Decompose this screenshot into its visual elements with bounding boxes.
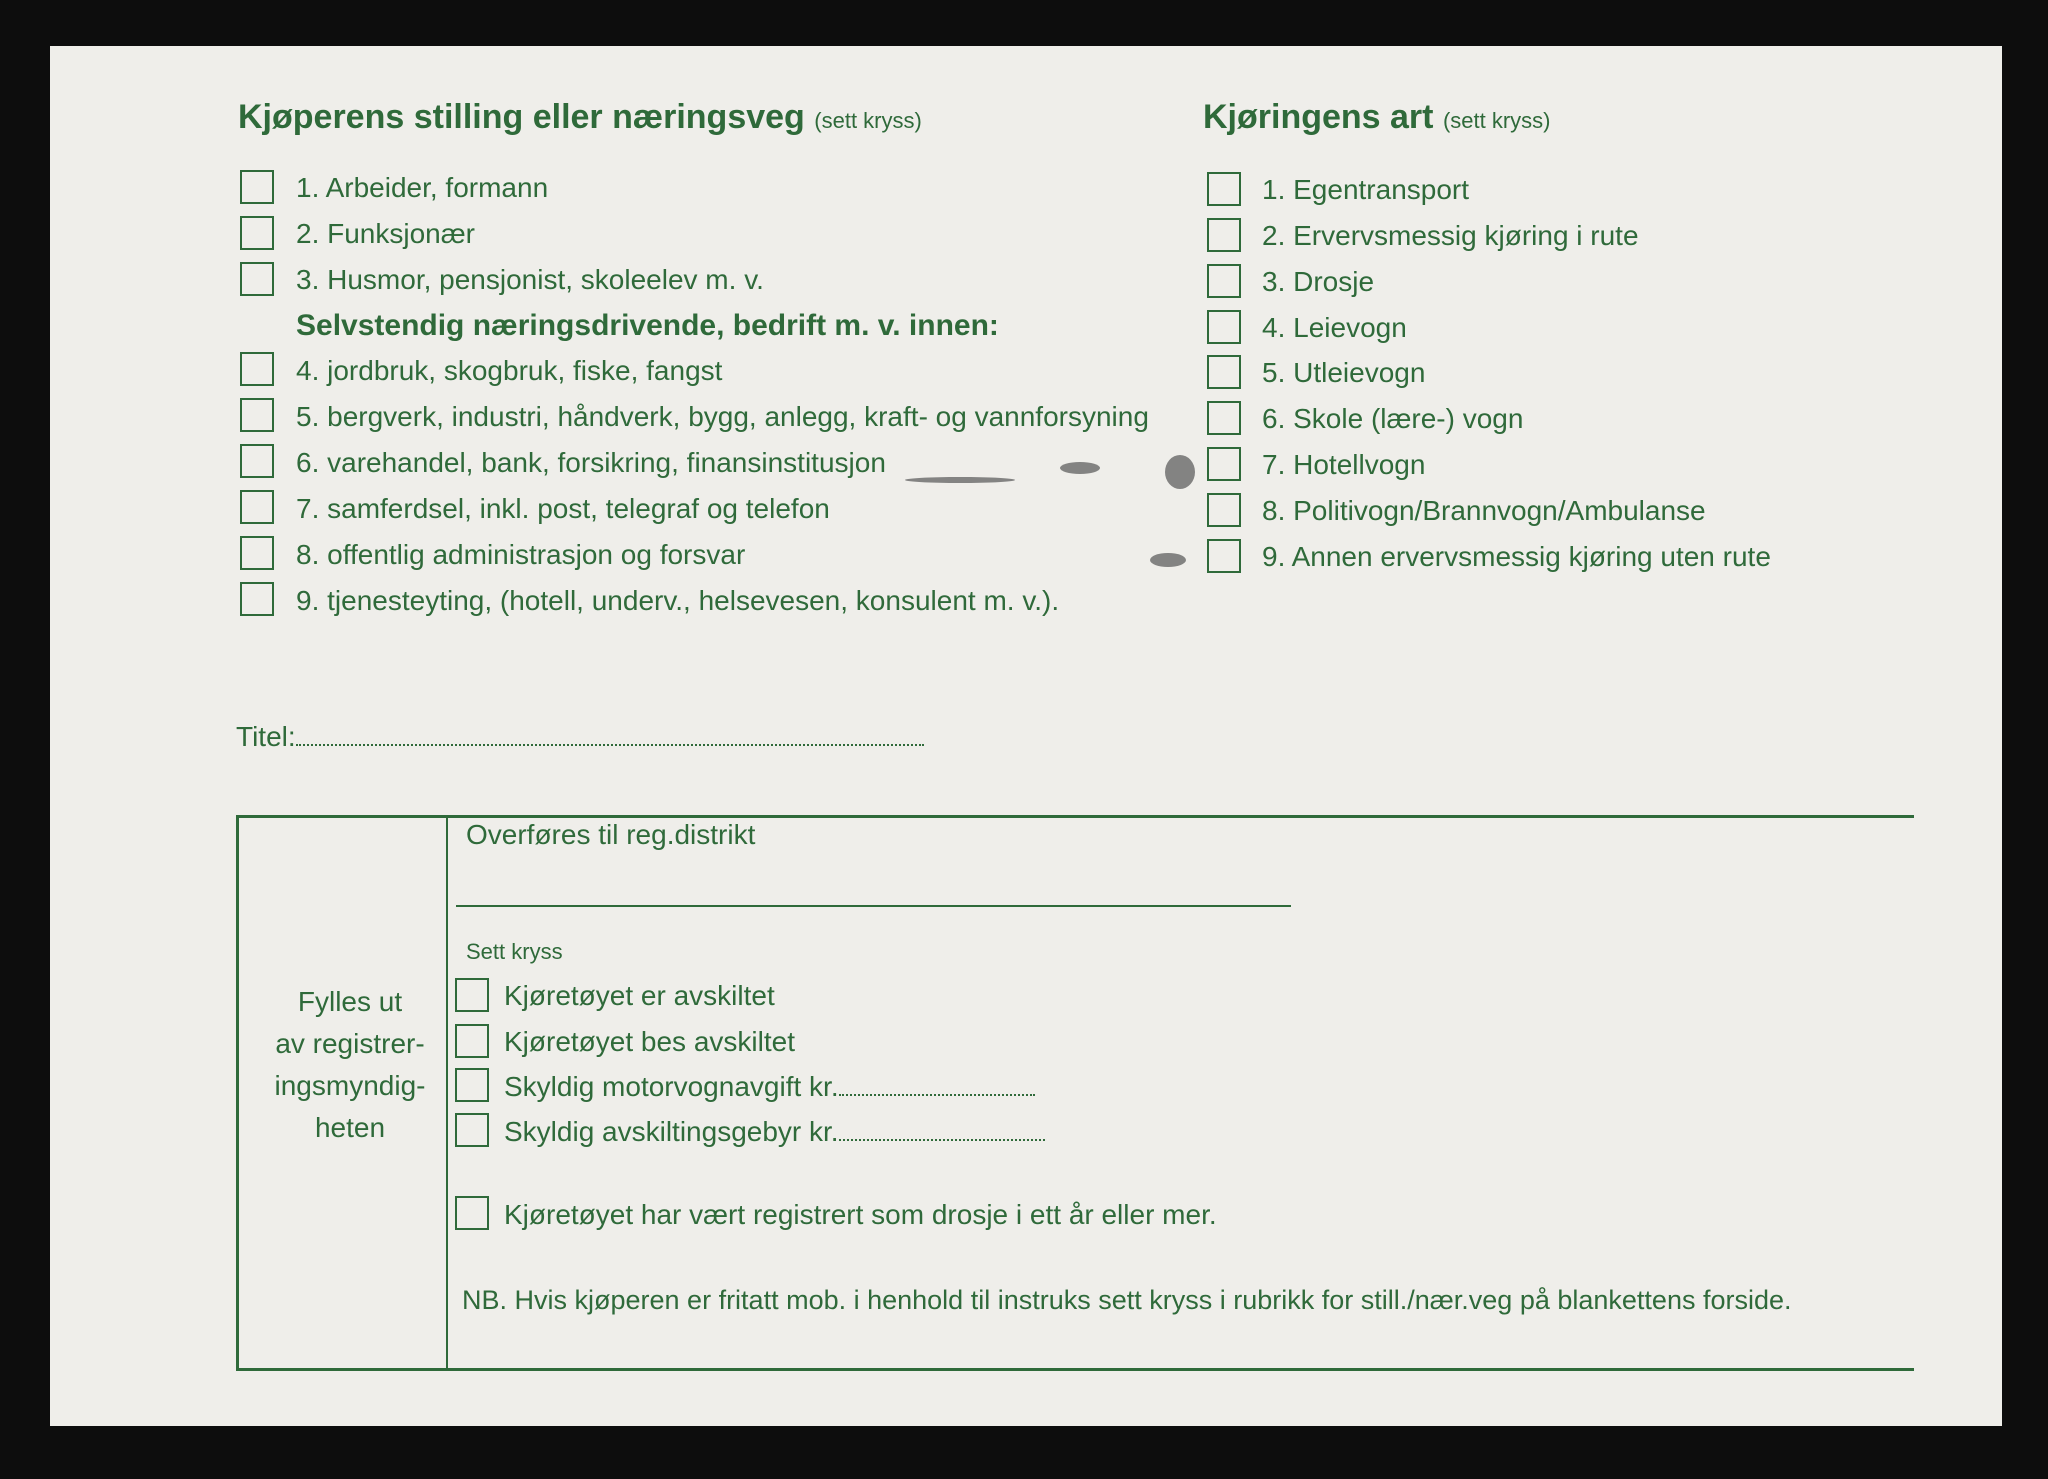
checkbox-driving-2[interactable] (1207, 218, 1241, 252)
checkbox-occupation-9[interactable] (240, 582, 274, 616)
occupation-6-label: 6. varehandel, bank, forsikring, finansinstitusjon (296, 447, 886, 478)
checkbox-driving-9[interactable] (1207, 539, 1241, 573)
titel-dotted-line (296, 744, 924, 746)
drosje-ett-ar-label: Kjøretøyet har vært registrert som drosje i ett år eller mer. (504, 1199, 1217, 1230)
registry-left-border (236, 815, 239, 1371)
avskiltet-label: Kjøretøyet er avskiltet (504, 980, 775, 1011)
occupation-9-label: 9. tjenesteyting, (hotell, underv., helsevesen, konsulent m. v.). (296, 585, 1060, 616)
motorvognavgift-field[interactable] (504, 1073, 1035, 1101)
registry-top-border (236, 815, 1914, 818)
checkbox-driving-7[interactable] (1207, 447, 1241, 481)
driving-6-label: 6. Skole (lære-) vogn (1262, 403, 1524, 434)
side-label-line-3: ingsmyndig- (274, 1070, 426, 1101)
checkbox-bes-avskiltet[interactable] (455, 1024, 489, 1058)
checkbox-occupation-7[interactable] (240, 490, 274, 524)
driving-4-label: 4. Leievogn (1262, 312, 1407, 343)
checkbox-driving-5[interactable] (1207, 355, 1241, 389)
occupation-7-label: 7. samferdsel, inkl. post, telegraf og telefon (296, 493, 830, 524)
occupation-3-label: 3. Husmor, pensjonist, skoleelev m. v. (296, 264, 764, 295)
transfer-label: Overføres til reg.distrikt (466, 819, 756, 850)
transfer-input-line[interactable] (456, 905, 1291, 907)
self-employed-subheading: Selvstendig næringsdrivende, bedrift m. v. innen: (296, 309, 999, 342)
checkbox-occupation-4[interactable] (240, 352, 274, 386)
left-title-note: (sett kryss) (814, 108, 922, 133)
ink-smudge (905, 477, 1015, 483)
side-label-line-1: Fylles ut (297, 986, 403, 1017)
ink-smudge (1060, 462, 1100, 474)
registry-divider (446, 815, 448, 1371)
driving-2-label: 2. Ervervsmessig kjøring i rute (1262, 220, 1639, 251)
checkbox-driving-1[interactable] (1207, 172, 1241, 206)
driving-1-label: 1. Egentransport (1262, 174, 1470, 205)
checkbox-driving-8[interactable] (1207, 493, 1241, 527)
checkbox-occupation-6[interactable] (240, 444, 274, 478)
checkbox-occupation-8[interactable] (240, 536, 274, 570)
right-title-text: Kjøringens art (1203, 98, 1434, 136)
nb-note: NB. Hvis kjøperen er fritatt mob. i henhold til instruks sett kryss i rubrikk for still./nær.veg på blankettens forside. (462, 1285, 1792, 1315)
checkbox-occupation-1[interactable] (240, 170, 274, 204)
driving-8-label: 8. Politivogn/Brannvogn/Ambulanse (1262, 495, 1706, 526)
right-title-note: (sett kryss) (1442, 108, 1551, 133)
right-section-title (1203, 100, 1551, 134)
bes-avskiltet-label: Kjøretøyet bes avskiltet (504, 1026, 795, 1057)
occupation-8-label: 8. offentlig administrasjon og forsvar (296, 539, 746, 570)
registry-bottom-border (236, 1368, 1914, 1371)
left-section-title (238, 100, 922, 134)
checkbox-occupation-2[interactable] (240, 216, 274, 250)
left-title-text: Kjøperens stilling eller næringsveg (238, 98, 805, 136)
checkbox-driving-3[interactable] (1207, 264, 1241, 298)
ink-smudge (1165, 455, 1195, 489)
occupation-1-label: 1. Arbeider, formann (296, 172, 549, 203)
titel-label: Titel: (236, 721, 296, 752)
checkbox-avskiltet[interactable] (455, 978, 489, 1012)
checkbox-drosje-ett-ar[interactable] (455, 1196, 489, 1230)
avskiltingsgebyr-field[interactable] (504, 1118, 1045, 1146)
ink-smudge (1150, 553, 1186, 567)
checkbox-driving-4[interactable] (1207, 310, 1241, 344)
occupation-4-label: 4. jordbruk, skogbruk, fiske, fangst (296, 355, 723, 386)
driving-3-label: 3. Drosje (1262, 266, 1375, 297)
sett-kryss-label: Sett kryss (466, 939, 563, 964)
occupation-5-label: 5. bergverk, industri, håndverk, bygg, anlegg, kraft- og vannforsyning (296, 401, 1149, 432)
side-label-line-4: heten (314, 1112, 386, 1143)
side-label-line-2: av registrer- (275, 1028, 425, 1059)
occupation-2-label: 2. Funksjonær (296, 218, 475, 249)
titel-field[interactable] (236, 723, 924, 751)
motorvognavgift-dotted-line (839, 1094, 1035, 1096)
checkbox-driving-6[interactable] (1207, 401, 1241, 435)
checkbox-occupation-5[interactable] (240, 398, 274, 432)
driving-9-label: 9. Annen ervervsmessig kjøring uten rute (1262, 541, 1771, 572)
motorvognavgift-label: Skyldig motorvognavgift kr. (504, 1071, 839, 1102)
checkbox-motorvognavgift[interactable] (455, 1068, 489, 1102)
driving-5-label: 5. Utleievogn (1262, 357, 1426, 388)
driving-7-label: 7. Hotellvogn (1262, 449, 1426, 480)
checkbox-avskiltingsgebyr[interactable] (455, 1113, 489, 1147)
registry-side-label (255, 981, 445, 1149)
checkbox-occupation-3[interactable] (240, 262, 274, 296)
avskiltingsgebyr-label: Skyldig avskiltingsgebyr kr. (504, 1116, 839, 1147)
avskiltingsgebyr-dotted-line (839, 1139, 1045, 1141)
